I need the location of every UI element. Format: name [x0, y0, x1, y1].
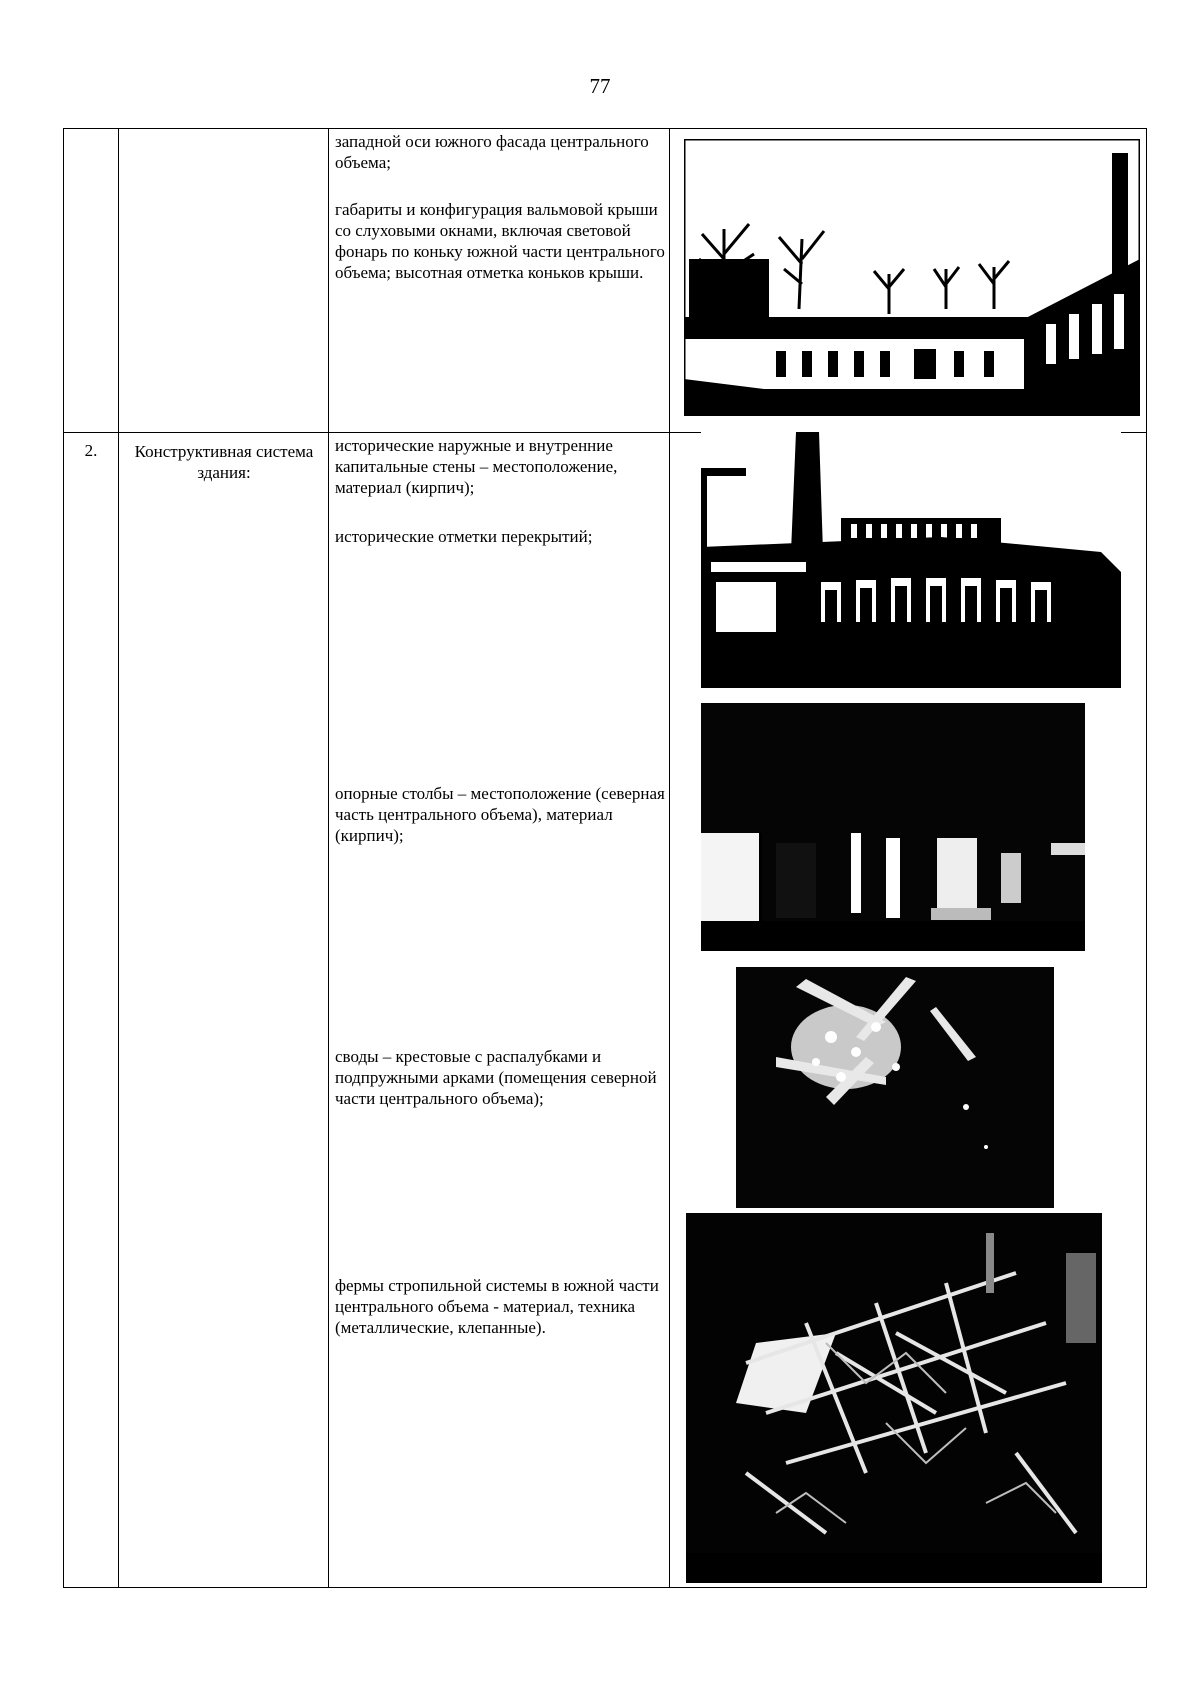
walls-chimney-photo	[701, 432, 1121, 688]
cross-vaults-photo	[736, 967, 1054, 1208]
subject-item: исторические наружные и внутренние капитальные стены – местоположение, материал (кирпич);	[335, 436, 618, 497]
subject-item: исторические отметки перекрытий;	[335, 527, 593, 546]
table-row-constructive-system	[63, 432, 1147, 1588]
column-divider	[328, 433, 329, 1587]
subject-item: габариты и конфигурация вальмовой крыши со слуховыми окнами, включая световой фонарь по коньку южной части центрального объема; высотная отметка коньков крыши.	[335, 200, 665, 282]
pillars-photo	[701, 703, 1085, 951]
subject-item: своды – крестовые с распалубками и подпружными арками (помещения северной части центрального объема);	[335, 1047, 657, 1108]
row-name: Конструктивная система здания:	[134, 442, 314, 482]
building-courtyard-photo	[684, 139, 1140, 416]
column-divider	[669, 129, 670, 432]
row-number: 2.	[84, 441, 98, 460]
column-divider	[118, 129, 119, 432]
column-divider	[118, 433, 119, 1587]
subject-item: западной оси южного фасада центрального объема;	[335, 132, 649, 172]
roof-trusses-photo	[686, 1213, 1102, 1583]
subject-item: фермы стропильной системы в южной части центрального объема - материал, техника (металлические, клепанные).	[335, 1276, 659, 1337]
column-divider	[328, 129, 329, 432]
column-divider	[669, 433, 670, 1587]
page-number: 77	[589, 74, 611, 98]
subject-item: опорные столбы – местоположение (северная часть центрального объема), материал (кирпич);	[335, 784, 665, 845]
table-row-continuation	[63, 128, 1147, 433]
